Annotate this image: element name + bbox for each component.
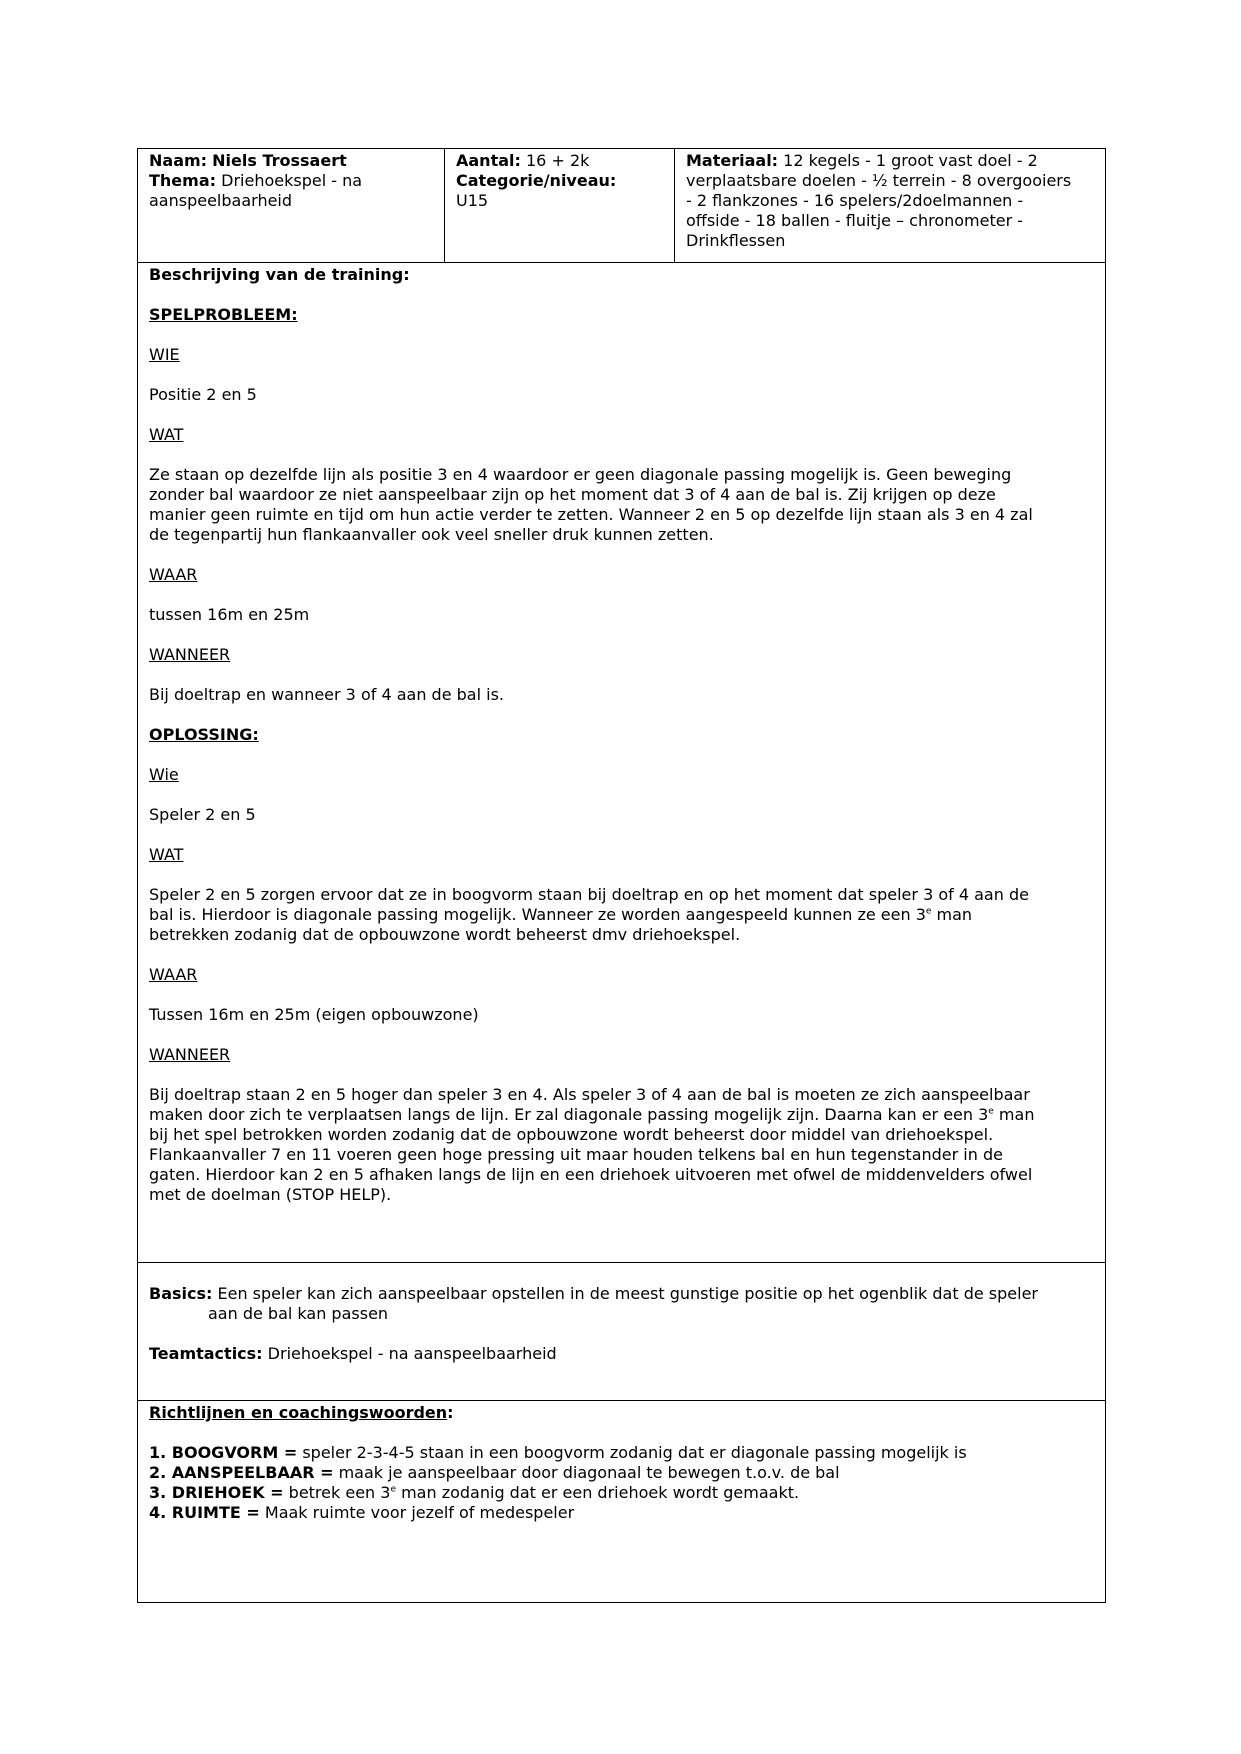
opl-wanneer-line: met de doelman (STOP HELP).	[149, 1185, 392, 1204]
training-sheet	[137, 148, 1106, 1603]
opl-wat-label: WAT	[149, 845, 184, 864]
opl-wie-label: Wie	[149, 765, 179, 784]
coaching-text: maak je aanspeelbaar door diagonaal te bewegen t.o.v. de bal	[338, 1463, 840, 1482]
wat-line: de tegenpartij hun flankaanvaller ook veel sneller druk kunnen zetten.	[149, 525, 714, 544]
opl-wanneer-line: maken door zich te verplaatsen langs de lijn. Er zal diagonale passing mogelijk zijn. Daarna kan er een 3	[149, 1105, 989, 1124]
opl-wanneer-line: bij het spel betrokken worden zodanig dat de opbouwzone wordt beheerst door middel van driehoekspel.	[149, 1125, 994, 1144]
coaching-section	[138, 1400, 1105, 1602]
ordinal-sup: e	[390, 1484, 396, 1495]
description-section	[138, 262, 1105, 1262]
opl-waar-text: Tussen 16m en 25m (eigen opbouwzone)	[149, 1005, 479, 1024]
categorie-label: Categorie/niveau:	[456, 171, 617, 190]
coaching-item	[149, 1483, 1095, 1503]
spelprobleem-heading: SPELPROBLEEM:	[149, 305, 298, 324]
basics-text: Een speler kan zich aanspeelbaar opstellen in de meest gunstige positie op het ogenblik dat de speler	[217, 1284, 1039, 1303]
oplossing-heading: OPLOSSING:	[149, 725, 259, 744]
opl-wanneer-paragraph	[149, 1085, 1095, 1205]
coaching-item	[149, 1463, 1095, 1483]
wanneer-label: WANNEER	[149, 645, 231, 664]
ordinal-sup: e	[988, 1106, 994, 1117]
materiaal-line: Drinkflessen	[686, 231, 786, 250]
wie-text: Positie 2 en 5	[149, 385, 257, 404]
opl-wat-line: Speler 2 en 5 zorgen ervoor dat ze in boogvorm staan bij doeltrap en op het moment dat speler 3 of 4 aan de	[149, 885, 1029, 904]
waar-label: WAAR	[149, 565, 198, 584]
coaching-list	[149, 1443, 1095, 1523]
opl-wanneer-line: gaten. Hierdoor kan 2 en 5 afhaken langs de lijn en een driehoek uitvoeren met ofwel de middenvelders ofwel	[149, 1165, 1033, 1184]
header-cell-naam	[138, 149, 444, 262]
coaching-item	[149, 1443, 1095, 1463]
opl-waar-label: WAAR	[149, 965, 198, 984]
wat-label: WAT	[149, 425, 184, 444]
materiaal-line: 12 kegels - 1 groot vast doel - 2	[783, 151, 1038, 170]
teamtactics-text: Driehoekspel - na aanspeelbaarheid	[267, 1344, 557, 1363]
coaching-key: 1. BOOGVORM =	[149, 1443, 298, 1462]
coaching-text: man zodanig dat er een driehoek wordt gemaakt.	[396, 1483, 800, 1502]
opl-wat-line: betrekken zodanig dat de opbouwzone wordt beheerst dmv driehoekspel.	[149, 925, 741, 944]
opl-wat-line: man	[931, 905, 973, 924]
header-cell-materiaal	[674, 149, 1105, 262]
description-heading: Beschrijving van de training:	[149, 265, 410, 284]
coaching-heading: Richtlijnen en coachingswoorden	[149, 1403, 448, 1422]
coaching-heading-colon: :	[447, 1403, 454, 1422]
basics-text-cont: aan de bal kan passen	[208, 1304, 389, 1323]
thema-value: Driehoekspel - na	[221, 171, 363, 190]
wat-paragraph	[149, 465, 1095, 545]
coaching-text: Maak ruimte voor jezelf of medespeler	[264, 1503, 575, 1522]
wanneer-text: Bij doeltrap en wanneer 3 of 4 aan de bal is.	[149, 685, 504, 704]
materiaal-line: offside - 18 ballen - fluitje – chronometer -	[686, 211, 1024, 230]
thema-value-cont: aanspeelbaarheid	[149, 191, 293, 210]
ordinal-sup: e	[925, 906, 932, 917]
teamtactics-label: Teamtactics:	[149, 1344, 263, 1363]
opl-wanneer-line: Flankaanvaller 7 en 11 voeren geen hoge pressing uit maar houden telkens bal en hun tegenstander in de	[149, 1145, 1003, 1164]
materiaal-line: - 2 flankzones - 16 spelers/2doelmannen -	[686, 191, 1024, 210]
opl-wat-paragraph	[149, 885, 1095, 945]
categorie-value: U15	[456, 191, 489, 210]
wat-line: zonder bal waardoor ze niet aanspeelbaar zijn op het moment dat 3 of 4 aan de bal is. Zij krijgen op deze	[149, 485, 996, 504]
header-cell-aantal	[444, 149, 674, 262]
naam-label: Naam:	[149, 151, 208, 170]
wat-line: manier geen ruimte en tijd om hun actie verder te zetten. Wanneer 2 en 5 op dezelfde lijn staan als 3 en 4 zal	[149, 505, 1033, 524]
basics-label: Basics:	[149, 1284, 213, 1303]
wie-label: WIE	[149, 345, 180, 364]
opl-wie-text: Speler 2 en 5	[149, 805, 256, 824]
aantal-value: 16 + 2k	[526, 151, 590, 170]
waar-text: tussen 16m en 25m	[149, 605, 310, 624]
wat-line: Ze staan op dezelfde lijn als positie 3 en 4 waardoor er geen diagonale passing mogelijk is. Geen beweging	[149, 465, 1012, 484]
opl-wanneer-line: man	[993, 1105, 1035, 1124]
materiaal-label: Materiaal:	[686, 151, 779, 170]
coaching-key: 2. AANSPEELBAAR =	[149, 1463, 334, 1482]
materiaal-line: verplaatsbare doelen - ½ terrein - 8 overgooiers	[686, 171, 1072, 190]
coaching-text: speler 2-3-4-5 staan in een boogvorm zodanig dat er diagonale passing mogelijk is	[302, 1443, 967, 1462]
header-row	[138, 149, 1105, 262]
coaching-text: betrek een 3	[288, 1483, 391, 1502]
opl-wanneer-line: Bij doeltrap staan 2 en 5 hoger dan speler 3 en 4. Als speler 3 of 4 aan de bal is moeten ze zich aanspeelbaar	[149, 1085, 1030, 1104]
thema-label: Thema:	[149, 171, 217, 190]
aantal-label: Aantal:	[456, 151, 521, 170]
coaching-key: 3. DRIEHOEK =	[149, 1483, 284, 1502]
opl-wanneer-label: WANNEER	[149, 1045, 231, 1064]
basics-section	[138, 1262, 1105, 1400]
coaching-key: 4. RUIMTE =	[149, 1503, 260, 1522]
naam-value: Niels Trossaert	[212, 151, 347, 170]
opl-wat-line: bal is. Hierdoor is diagonale passing mogelijk. Wanneer ze worden aangespeeld kunnen ze een 3	[149, 905, 926, 924]
coaching-item	[149, 1503, 1095, 1523]
